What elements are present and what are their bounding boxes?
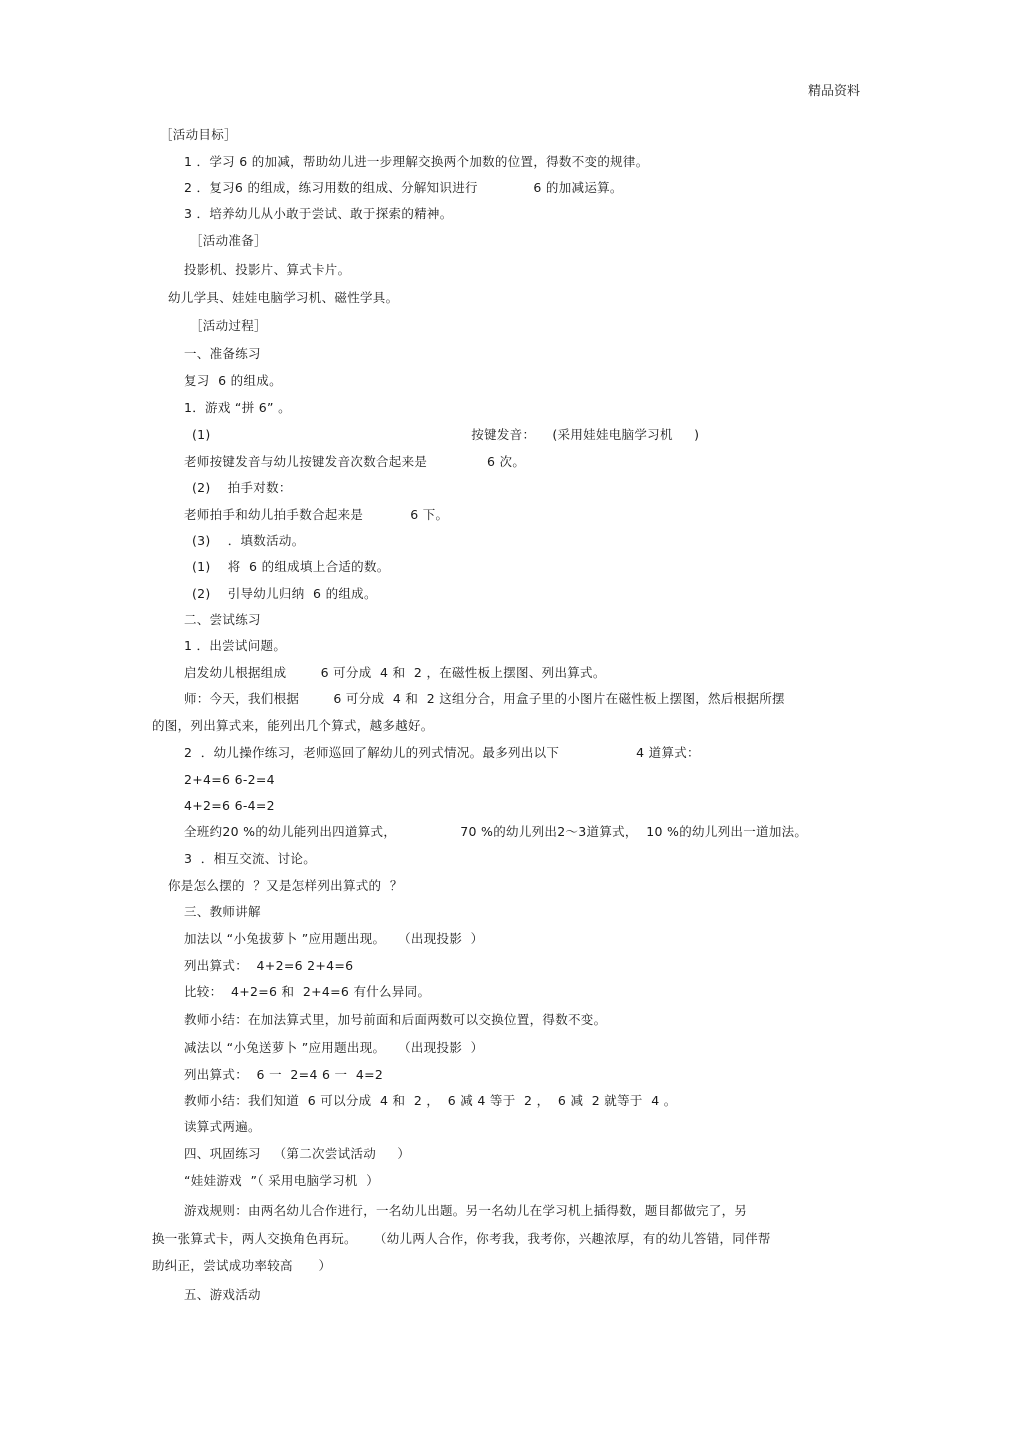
text-line: 复习 6 的组成。 [184,373,282,388]
formula-line: 列出算式： 6 一 2=4 6 一 4=2 [184,1067,384,1082]
text-line: (1) 将 6 的组成填上合适的数。 [192,559,390,574]
text-line: 投影机、投影片、算式卡片。 [184,262,351,277]
text-line: (2) 引导幼儿归纳 6 的组成。 [192,586,377,601]
text-line: 1 ．出尝试问题。 [184,638,287,653]
text-line: 教师小结：我们知道 6 可以分成 4 和 2 ， 6 减 4 等于 2 ， 6 减 2 就等于 4 。 [184,1093,677,1108]
formula-line: 2+4=6 6-2=4 [184,772,275,787]
section-heading-preparation: ［活动准备］ [190,233,267,248]
text-line: 1 ．学习 6 的加减，帮助幼儿进一步理解交换两个加数的位置，得数不变的规律。 [184,154,649,169]
text-line: 2 ．幼儿操作练习，老师巡回了解幼儿的列式情况。最多列出以下 4 道算式： [184,745,700,760]
text-line: 减法以 “小兔送萝卜 ”应用题出现。 （出现投影 ） [184,1040,484,1055]
text-line: 助纠正，尝试成功率较高 ） [152,1258,332,1273]
subsection-heading: 四、巩固练习 （第二次尝试活动 ） [184,1146,411,1161]
text-line: 换一张算式卡，两人交换角色再玩。 （幼儿两人合作，你考我，我考你，兴趣浓厚，有的幼儿答错，同伴帮 [152,1231,771,1246]
subsection-heading: 五、游戏活动 [184,1287,261,1302]
text-line: 老师按键发音与幼儿按键发音次数合起来是 6 次。 [184,454,526,469]
formula-line: 列出算式： 4+2=6 2+4=6 [184,958,354,973]
formula-line: 4+2=6 6-4=2 [184,798,275,813]
text-line: 老师拍手和幼儿拍手数合起来是 6 下。 [184,507,449,522]
page-header-label: 精品资料 [807,84,860,99]
text-line: (2) 拍手对数： [192,480,292,495]
text-line: 3 ．培养幼儿从小敢于尝试、敢于探索的精神。 [184,206,453,221]
text-line: 加法以 “小兔拔萝卜 ”应用题出现。 （出现投影 ） [184,931,484,946]
text-line: 读算式两遍。 [184,1119,261,1134]
text-line: 全班约20 %的幼儿能列出四道算式， 70 %的幼儿列出2～3道算式， 10 %的幼儿列出一道加法。 [184,824,808,839]
text-line: 幼儿学具、娃娃电脑学习机、磁性学具。 [168,290,399,305]
text-line: 启发幼儿根据组成 6 可分成 4 和 2 ，在磁性板上摆图、列出算式。 [184,665,606,680]
subsection-heading: 三、教师讲解 [184,904,261,919]
text-line: 2 ．复习6 的组成，练习用数的组成、分解知识进行 6 的加减运算。 [184,180,623,195]
text-line: 教师小结：在加法算式里，加号前面和后面两数可以交换位置，得数不变。 [184,1012,607,1027]
subsection-heading: 二、尝试练习 [184,612,261,627]
text-line: 游戏规则：由两名幼儿合作进行，一名幼儿出题。另一名幼儿在学习机上插得数，题目都做完了，另 [184,1203,748,1218]
text-line: 你是怎么摆的 ？又是怎样列出算式的 ？ [168,878,403,893]
text-line: 1．游戏 “拼 6” 。 [184,400,291,415]
section-heading-goals: ［活动目标］ [160,127,237,142]
text-line: (3) ．填数活动。 [192,533,305,548]
subsection-heading: 一、准备练习 [184,346,261,361]
section-heading-process: ［活动过程］ [190,318,267,333]
text-line: (1) 按键发音： (采用娃娃电脑学习机 ) [192,427,700,442]
text-line: 比较： 4+2=6 和 2+4=6 有什么异同。 [184,984,431,999]
text-line: “娃娃游戏 ”（ 采用电脑学习机 ） [184,1173,380,1188]
text-line: 3 ．相互交流、讨论。 [184,851,316,866]
text-line: 师：今天，我们根据 6 可分成 4 和 2 这组分合，用盒子里的小图片在磁性板上摆图，然后根据所摆 [184,691,785,706]
text-line: 的图，列出算式来，能列出几个算式，越多越好。 [152,718,434,733]
